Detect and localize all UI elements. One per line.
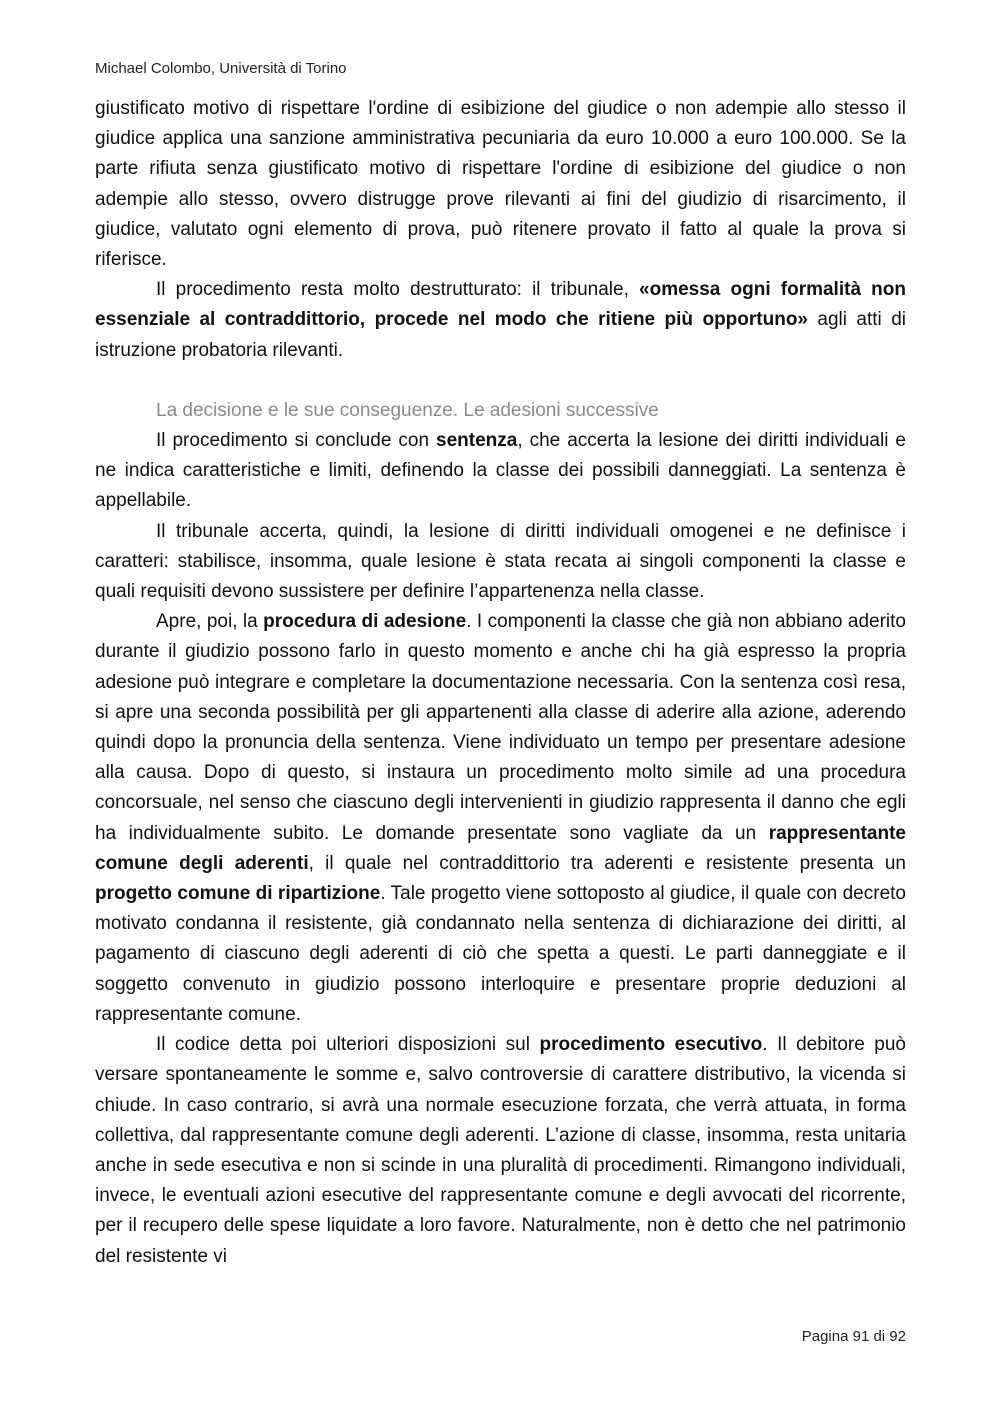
paragraph-text: giustificato motivo di rispettare l'ordine di esibizione del giudice o non adempie allo stesso il giudice applica una sanzione amministrativa pecuniaria da euro 10.000 a euro 100.000. Se la parte rifiuta senza giustificato motivo di rispettare l'ordine di esibizione del giudice o non adempie allo stesso, ovvero distrugge prove rilevanti ai fini del giudizio di risarcimento, il giudice, valutato ogni elemento di prova, può ritenere provato il fatto al quale la prova si riferisce.	[95, 98, 906, 271]
bold-term: progetto comune di ripartizione	[95, 883, 381, 905]
bold-term: sentenza	[436, 430, 518, 452]
bold-term: procedura di adesione	[263, 611, 467, 633]
paragraph-text: agli atti di istruzione probatoria rilevanti.	[95, 309, 906, 361]
section-heading: La decisione e le sue conseguenze. Le adesioni successive	[156, 399, 659, 421]
paragraph-continuation	[95, 94, 906, 275]
paragraph-tribunale	[95, 517, 906, 608]
paragraph-text: , che accerta la lesione dei diritti individuali e ne indica caratteristiche e limiti, definendo la classe dei possibili danneggiati. La sentenza è appellabile.	[95, 430, 906, 512]
paragraph-text: , il quale nel contraddittorio tra aderenti e resistente presenta un	[308, 852, 906, 874]
bold-term: rappresentante comune degli aderenti	[95, 822, 906, 874]
paragraph-text: Il tribunale accerta, quindi, la lesione di diritti individuali omogenei e ne definisce i caratteri: stabilisce, insomma, quale lesione è stata recata ai singoli componenti la classe e quali requisiti devono sussistere per definire l’appartenenza nella classe.	[95, 520, 906, 603]
paragraph-text: . Il debitore può versare spontaneamente le somme e, salvo controversie di carattere distributivo, la vicenda si chiude. In caso contrario, si avrà una normale esecuzione forzata, che verrà attuata, in forma collettiva, dal rappresentante comune degli aderenti. L’azione di classe, insomma, resta unitaria anche in sede esecutiva e non si scinde in una pluralità di procedimenti. Rimangono individuali, invece, le eventuali azioni esecutive del rappresentante comune e degli avvocati del ricorrente, per il recupero delle spese liquidate a loro favore. Naturalmente, non è detto che nel patrimonio del resistente vi	[95, 1034, 906, 1267]
page-header-author: Michael Colombo, Università di Torino	[95, 60, 347, 77]
paragraph-esecutivo	[95, 1030, 906, 1272]
bold-term: procedimento esecutivo	[539, 1034, 763, 1056]
document-body	[95, 94, 906, 1272]
bold-quote: «omessa ogni formalità non essenziale al contraddittorio, procede nel modo che ritiene più opportuno»	[95, 279, 906, 331]
paragraph-text: . I componenti la classe che già non abbiano aderito durante il giudizio possono farlo in questo momento e anche chi ha già espresso la propria adesione può integrare e completare la documentazione necessaria. Con la sentenza così resa, si apre una seconda possibilità per gli appartenenti alla classe di aderire alla azione, aderendo quindi dopo la pronuncia della sentenza. Viene individuato un tempo per presentare adesione alla causa. Dopo di questo, si instaura un procedimento molto simile ad una procedura concorsuale, nel senso che ciascuno degli intervenienti in giudizio rappresenta il danno che egli ha individualmente subito. Le domande presentate sono vagliate da un	[95, 611, 906, 844]
paragraph-text: Apre, poi, la	[156, 611, 264, 633]
paragraph-text: Il codice detta poi ulteriori disposizioni sul	[156, 1034, 540, 1056]
paragraph-text: Il procedimento si conclude con	[156, 430, 437, 452]
paragraph-text: . Tale progetto viene sottoposto al giudice, il quale con decreto motivato condanna il resistente, già condannato nella sentenza di dichiarazione dei diritti, al pagamento di ciascuno degli aderenti di ciò che spetta a questi. Le parti danneggiate e il soggetto convenuto in giudizio possono interloquire e presentare proprie deduzioni al rappresentante comune.	[95, 883, 906, 1025]
paragraph-sentenza	[95, 426, 906, 517]
paragraph-adesione	[95, 607, 906, 1030]
paragraph-procedimento	[95, 275, 906, 366]
page-number: Pagina 91 di 92	[801, 1328, 906, 1345]
paragraph-text: Il procedimento resta molto destrutturato: il tribunale,	[156, 279, 640, 301]
